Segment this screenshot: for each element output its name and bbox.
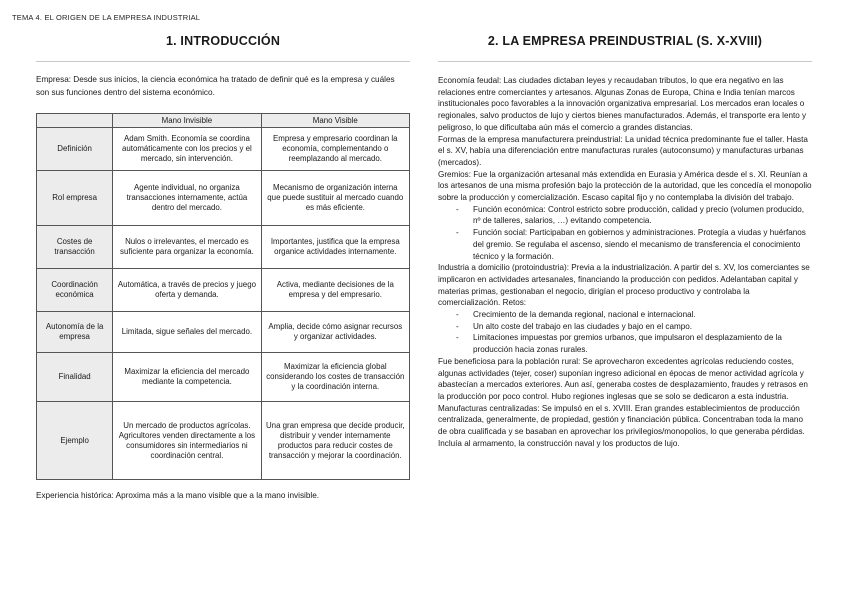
table-cell: Maximizar la eficiencia del mercado mediante la competencia. <box>113 353 261 402</box>
paragraph-industria-domicilio: Industria a domicilio (protoindustria): Previa a la industrialización. A partir del s. XV, los comerciantes se implicaron en actividades artesanales, financiando la producción con pedidos. Adelantaban capital y materias primas, gestionaban el negocio, dirigían el proceso productivo y controlaba la comercialización. Retos: <box>438 263 810 308</box>
section-title: 2. LA EMPRESA PREINDUSTRIAL (S. X-XVIII) <box>487 34 763 48</box>
table-row <box>37 128 410 171</box>
section-empresa-preindustrial <box>438 34 812 450</box>
table-cell: Empresa y empresario coordinan la economía, complementando o reemplazando al mercado. <box>261 128 409 171</box>
paragraph-poblacion-rural: Fue beneficiosa para la población rural: Se aprovecharon excedentes agrícolas reduciendo costes, algunas actividades (tejer, coser) suponían ingreso adicional en épocas de menor actividad agrícola y abastecían a mercados exteriores. Aun así, generaba costes de desplazamiento, fraudes y retrasos en la producción por poco control. Hubo regiones inglesas que se solo se dedicaron a esta industria. <box>438 356 808 401</box>
row-label: Rol empresa <box>37 171 113 226</box>
section-introduccion <box>36 34 410 500</box>
gremios-functions-list <box>438 204 812 263</box>
list-item: - Función social: Participaban en gobiernos y administraciones. Protegía a viudas y huérfanos del gremio. Se regulaba el ascenso, siendo el mecanismo de transferencia el conocimiento técnico y la formación. <box>473 227 812 262</box>
column-header: Mano Visible <box>261 114 409 128</box>
table-cell: Activa, mediante decisiones de la empresa y del empresario. <box>261 269 409 312</box>
row-label: Finalidad <box>37 353 113 402</box>
table-cell: Automática, a través de precios y juego oferta y demanda. <box>113 269 261 312</box>
table-row <box>37 312 410 353</box>
table-cell: Mecanismo de organización interna que puede sustituir al mercado cuando es más eficiente. <box>261 171 409 226</box>
table-cell: Una gran empresa que decide producir, distribuir y vender internamente productos para reducir costes de transacción y mejorar la coordinación. <box>261 402 409 480</box>
table-cell: Amplia, decide cómo asignar recursos y organizar actividades. <box>261 312 409 353</box>
row-label: Costes de transacción <box>37 226 113 269</box>
divider <box>438 61 812 62</box>
table-row <box>37 226 410 269</box>
row-label: Ejemplo <box>37 402 113 480</box>
column-header: Mano Invisible <box>113 114 261 128</box>
row-label: Coordinación económica <box>37 269 113 312</box>
retos-list <box>438 309 812 356</box>
table-cell: Maximizar la eficiencia global considerando los costes de transacción y la coordinación interna. <box>261 353 409 402</box>
historical-experience: Experiencia histórica: Aproxima más a la mano visible que a la mano invisible. <box>36 491 320 500</box>
table-cell: Importantes, justifica que la empresa organice actividades internamente. <box>261 226 409 269</box>
list-item: - Función económica: Control estricto sobre producción, calidad y precio (volumen producido, nº de talleres, salarios, …) evitando competencia. <box>473 204 812 227</box>
intro-paragraph: Empresa: Desde sus inicios, la ciencia económica ha tratado de definir qué es la empresa y cuáles son sus funciones dentro del sistema económico. <box>36 75 395 97</box>
paragraph-formas-empresa: Formas de la empresa manufacturera preindustrial: La unidad técnica predominante fue el taller. Hasta el s. XV, había una diferenciación entre manufacturas rurales (autoconsumo) y manufacturas urbanas (mercados). <box>438 134 808 167</box>
divider <box>36 61 410 62</box>
table-row <box>37 402 410 480</box>
section-body <box>438 75 812 450</box>
table-cell: Un mercado de productos agrícolas. Agricultores venden directamente a los consumidores sin intermediarios ni coordinación central. <box>113 402 261 480</box>
paragraph-gremios: Gremios: Fue la organización artesanal más extendida en Eurasia y América desde el s. XI. Reunían a los artesanos de una misma profesión bajo la protección de la autoridad, que les concedía el monopolio sobre la producción y comercialización. Escaso capital fijo y no contemplaba la división del trabajo. <box>438 169 812 203</box>
row-label: Definición <box>37 128 113 171</box>
row-label: Autonomía de la empresa <box>37 312 113 353</box>
table-cell: Adam Smith. Economía se coordina automáticamente con los precios y el mercado, sin intervención. <box>113 128 261 171</box>
list-item: - Crecimiento de la demanda regional, nacional e internacional. <box>473 309 812 321</box>
paragraph-economia-feudal: Economía feudal: Las ciudades dictaban leyes y recaudaban tributos, lo que era negativo en las relaciones entre comerciantes y artesanos. Algunas Zonas de Europa, China e India tenían marcos institucionales poco favorables a la innovación organizativa empresarial. Los mercados eran locales o regionales, salvo productos de lujo y ciertos bienes manufacturados. Además, el transporte era lento y peligroso, lo que dificultaba aún más el comercio a grandes distancias. <box>438 76 807 132</box>
table-cell: Nulos o irrelevantes, el mercado es suficiente para organizar la economía. <box>113 226 261 269</box>
list-item: - Un alto coste del trabajo en las ciudades y bajo en el campo. <box>473 321 812 333</box>
paragraph-manufacturas-centralizadas: Manufacturas centralizadas: Se impulsó en el s. XVIII. Eran grandes establecimientos de producción centralizada, generalmente, de propiedad, gestión y financiación pública. Concentraban toda la mano de obra cualificada y se basaban en aprovechar los privilegios/monopolios, lo que generaba pérdidas. Incluía al armamento, la construcción naval y los productos de lujo. <box>438 403 805 448</box>
section-title: 1. INTRODUCCIÓN <box>165 34 281 48</box>
comparison-table <box>36 113 410 480</box>
table-cell: Limitada, sigue señales del mercado. <box>113 312 261 353</box>
list-item: - Limitaciones impuestas por gremios urbanos, que impulsaron el desplazamiento de la producción hacia zonas rurales. <box>473 332 812 355</box>
table-row <box>37 171 410 226</box>
table-cell: Agente individual, no organiza transacciones internamente, actúa dentro del mercado. <box>113 171 261 226</box>
table-header-row <box>37 114 410 128</box>
document-header: TEMA 4. EL ORIGEN DE LA EMPRESA INDUSTRIAL <box>12 13 201 22</box>
corner-cell <box>37 114 113 128</box>
table-row <box>37 353 410 402</box>
table-row <box>37 269 410 312</box>
